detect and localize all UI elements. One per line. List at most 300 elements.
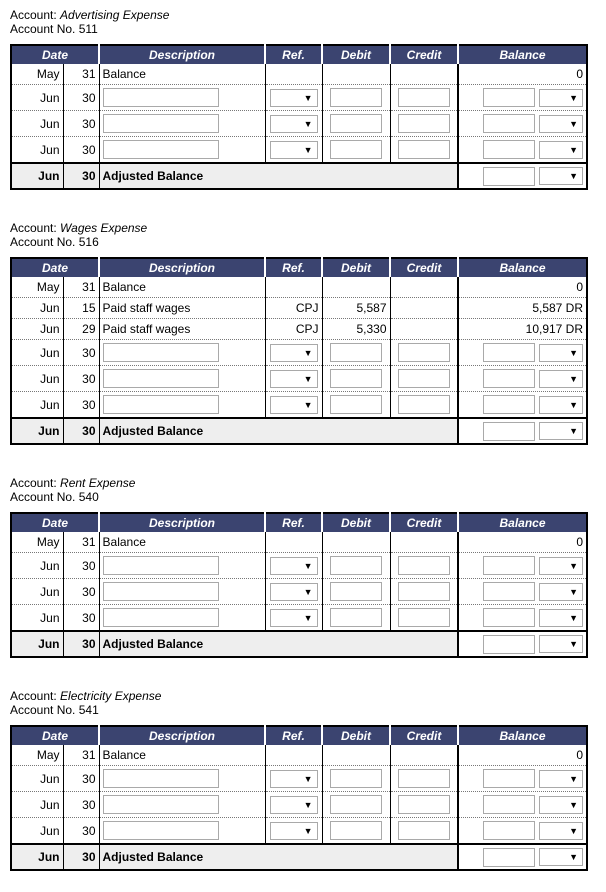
description-text: Balance	[99, 532, 265, 553]
credit-cell	[390, 137, 458, 164]
debit-cell	[322, 532, 390, 553]
account-label: Account:	[10, 221, 57, 235]
balance-input[interactable]	[483, 821, 535, 840]
table-row	[11, 277, 587, 298]
balance-cell	[458, 111, 587, 137]
adjusted-balance-label: Adjusted Balance	[99, 163, 458, 189]
entry-row	[11, 137, 587, 164]
date-month: May	[36, 535, 60, 549]
debit-cell	[322, 366, 390, 392]
date-month: Jun	[11, 792, 63, 818]
ref-select[interactable]	[270, 822, 318, 840]
balance-input[interactable]	[483, 343, 535, 362]
description-input[interactable]	[103, 88, 219, 107]
credit-input[interactable]	[398, 821, 450, 840]
description-input[interactable]	[103, 582, 219, 601]
chevron-down-icon: ▼	[569, 144, 579, 155]
description-input[interactable]	[103, 608, 219, 627]
balance-input[interactable]	[483, 369, 535, 388]
header-debit: Debit	[322, 45, 390, 64]
adjusted-side-select[interactable]	[539, 635, 583, 653]
ref-cell	[265, 605, 322, 632]
ref-cell	[265, 137, 322, 164]
balance-cell	[458, 605, 587, 632]
balance-cell	[458, 137, 587, 164]
chevron-down-icon: ▼	[569, 426, 579, 436]
ledger-account-540	[10, 476, 586, 658]
date-day: 30	[63, 766, 99, 792]
date-day: 15	[63, 298, 99, 319]
header-debit: Debit	[322, 258, 390, 277]
debit-input[interactable]	[330, 582, 382, 601]
balance-side-select[interactable]	[539, 115, 583, 133]
account-label: Account:	[10, 689, 57, 703]
ref-select[interactable]	[270, 583, 318, 601]
balance-side-select[interactable]	[539, 344, 583, 362]
header-description: Description	[99, 258, 265, 277]
balance-cell	[458, 844, 587, 870]
header-balance: Balance	[458, 726, 587, 745]
header-date: Date	[11, 726, 99, 745]
date-day: 30	[63, 366, 99, 392]
date-month: Jun	[11, 553, 63, 579]
date-month: Jun	[11, 418, 63, 444]
header-balance: Balance	[458, 513, 587, 532]
date-month: Jun	[11, 111, 63, 137]
account-number-label: Account No.	[10, 235, 76, 249]
date-month: Jun	[11, 319, 63, 340]
debit-input[interactable]	[330, 795, 382, 814]
chevron-down-icon: ▼	[569, 399, 579, 410]
date-month: Jun	[11, 366, 63, 392]
credit-cell	[390, 579, 458, 605]
balance-input[interactable]	[483, 88, 535, 107]
credit-cell	[390, 298, 458, 319]
adjusted-balance-label: Adjusted Balance	[99, 418, 458, 444]
date-month: Jun	[11, 844, 63, 870]
ref-select[interactable]	[270, 89, 318, 107]
description-cell	[99, 340, 265, 366]
entry-row	[11, 766, 587, 792]
credit-cell	[390, 532, 458, 553]
table-row	[11, 298, 587, 319]
header-ref: Ref.	[265, 726, 322, 745]
balance-value: 5,587 DR	[458, 298, 587, 319]
chevron-down-icon: ▼	[569, 373, 579, 384]
chevron-down-icon: ▼	[303, 560, 313, 571]
ref-cell	[265, 392, 322, 419]
date-day: 30	[63, 163, 99, 189]
chevron-down-icon: ▼	[569, 586, 579, 597]
credit-input[interactable]	[398, 369, 450, 388]
debit-cell	[322, 792, 390, 818]
credit-input[interactable]	[398, 140, 450, 159]
debit-input[interactable]	[330, 821, 382, 840]
balance-input[interactable]	[483, 556, 535, 575]
table-row	[11, 745, 587, 766]
date-month: May	[36, 67, 60, 81]
ref-cell	[265, 579, 322, 605]
chevron-down-icon: ▼	[303, 347, 313, 358]
description-cell	[99, 366, 265, 392]
description-input[interactable]	[103, 114, 219, 133]
entry-row	[11, 85, 587, 111]
account-number: 540	[78, 490, 99, 504]
date-day: 30	[63, 605, 99, 632]
entry-row	[11, 340, 587, 366]
balance-value: 10,917 DR	[458, 319, 587, 340]
date-month: May	[36, 280, 60, 294]
debit-cell	[322, 818, 390, 845]
date-day: 30	[63, 418, 99, 444]
ref-cell	[265, 532, 322, 553]
ref-cell	[265, 766, 322, 792]
adjusted-balance-label: Adjusted Balance	[99, 844, 458, 870]
description-input[interactable]	[103, 395, 219, 414]
description-cell	[99, 605, 265, 632]
table-row	[11, 319, 587, 340]
debit-cell	[322, 579, 390, 605]
debit-cell	[322, 392, 390, 419]
entry-row	[11, 111, 587, 137]
balance-input[interactable]	[483, 608, 535, 627]
chevron-down-icon: ▼	[303, 144, 313, 155]
date-day: 30	[63, 818, 99, 845]
credit-input[interactable]	[398, 114, 450, 133]
chevron-down-icon: ▼	[569, 92, 579, 103]
balance-side-select[interactable]	[539, 822, 583, 840]
description-input[interactable]	[103, 556, 219, 575]
chevron-down-icon: ▼	[303, 92, 313, 103]
debit-cell	[322, 277, 390, 298]
credit-cell	[390, 64, 458, 85]
chevron-down-icon: ▼	[303, 825, 313, 836]
debit-input[interactable]	[330, 395, 382, 414]
description-text: Balance	[99, 745, 265, 766]
ref-select[interactable]	[270, 344, 318, 362]
description-input[interactable]	[103, 343, 219, 362]
date-month: Jun	[11, 605, 63, 632]
ledger-table	[10, 725, 588, 871]
debit-input[interactable]	[330, 769, 382, 788]
chevron-down-icon: ▼	[569, 612, 579, 623]
entry-row	[11, 792, 587, 818]
balance-cell	[458, 366, 587, 392]
adjusted-balance-row	[11, 418, 587, 444]
description-cell	[99, 579, 265, 605]
balance-value: 0	[458, 745, 587, 766]
description-input[interactable]	[103, 140, 219, 159]
account-number-label: Account No.	[10, 22, 76, 36]
description-cell	[99, 392, 265, 419]
credit-cell	[390, 277, 458, 298]
account-header	[10, 476, 586, 504]
credit-cell	[390, 111, 458, 137]
ref-select[interactable]	[270, 609, 318, 627]
balance-cell	[458, 631, 587, 657]
header-row	[11, 45, 587, 64]
header-row	[11, 513, 587, 532]
credit-cell	[390, 553, 458, 579]
credit-cell	[390, 319, 458, 340]
debit-input[interactable]	[330, 114, 382, 133]
entry-row	[11, 392, 587, 419]
balance-input[interactable]	[483, 114, 535, 133]
chevron-down-icon: ▼	[303, 399, 313, 410]
chevron-down-icon: ▼	[569, 118, 579, 129]
adjusted-side-select[interactable]	[539, 167, 583, 185]
date-day: 30	[63, 111, 99, 137]
description-input[interactable]	[103, 769, 219, 788]
date-day: 30	[63, 85, 99, 111]
ref-value: CPJ	[265, 298, 322, 319]
header-credit: Credit	[390, 513, 458, 532]
balance-cell	[458, 579, 587, 605]
debit-value: 5,587	[322, 298, 390, 319]
ref-select[interactable]	[270, 141, 318, 159]
chevron-down-icon: ▼	[569, 799, 579, 810]
header-credit: Credit	[390, 45, 458, 64]
balance-cell	[458, 818, 587, 845]
adjusted-balance-input[interactable]	[483, 848, 535, 867]
description-cell	[99, 85, 265, 111]
ref-select[interactable]	[270, 796, 318, 814]
header-debit: Debit	[322, 726, 390, 745]
description-text: Balance	[99, 277, 265, 298]
description-input[interactable]	[103, 369, 219, 388]
debit-input[interactable]	[330, 556, 382, 575]
date-day: 30	[63, 137, 99, 164]
account-name: Wages Expense	[60, 221, 148, 235]
balance-input[interactable]	[483, 582, 535, 601]
chevron-down-icon: ▼	[303, 373, 313, 384]
balance-cell	[458, 553, 587, 579]
ref-select[interactable]	[270, 557, 318, 575]
balance-side-select[interactable]	[539, 609, 583, 627]
entry-row	[11, 553, 587, 579]
account-header	[10, 689, 586, 717]
entry-row	[11, 605, 587, 632]
adjusted-balance-input[interactable]	[483, 422, 535, 441]
ref-select[interactable]	[270, 396, 318, 414]
debit-cell	[322, 745, 390, 766]
chevron-down-icon: ▼	[569, 347, 579, 358]
account-label: Account:	[10, 8, 57, 22]
debit-cell	[322, 85, 390, 111]
header-date: Date	[11, 45, 99, 64]
credit-cell	[390, 85, 458, 111]
adjusted-balance-label: Adjusted Balance	[99, 631, 458, 657]
chevron-down-icon: ▼	[303, 612, 313, 623]
adjusted-balance-row	[11, 163, 587, 189]
balance-cell	[458, 766, 587, 792]
credit-cell	[390, 792, 458, 818]
debit-input[interactable]	[330, 608, 382, 627]
entry-row	[11, 579, 587, 605]
description-cell	[99, 792, 265, 818]
entry-row	[11, 818, 587, 845]
ref-cell	[265, 85, 322, 111]
chevron-down-icon: ▼	[569, 171, 579, 181]
adjusted-balance-input[interactable]	[483, 635, 535, 654]
date-month: Jun	[11, 818, 63, 845]
date-month: Jun	[11, 579, 63, 605]
chevron-down-icon: ▼	[569, 560, 579, 571]
ledger-table	[10, 512, 588, 658]
balance-value: 0	[458, 277, 587, 298]
credit-input[interactable]	[398, 395, 450, 414]
debit-input[interactable]	[330, 369, 382, 388]
chevron-down-icon: ▼	[303, 799, 313, 810]
balance-side-select[interactable]	[539, 396, 583, 414]
header-balance: Balance	[458, 258, 587, 277]
adjusted-balance-row	[11, 631, 587, 657]
chevron-down-icon: ▼	[569, 825, 579, 836]
account-name: Rent Expense	[60, 476, 136, 490]
date-day: 30	[63, 579, 99, 605]
description-text: Paid staff wages	[99, 319, 265, 340]
balance-side-select[interactable]	[539, 89, 583, 107]
credit-input[interactable]	[398, 556, 450, 575]
ref-cell	[265, 818, 322, 845]
header-credit: Credit	[390, 258, 458, 277]
date-day: 31	[63, 277, 99, 298]
ledger-account-541	[10, 689, 586, 871]
debit-cell	[322, 605, 390, 632]
balance-side-select[interactable]	[539, 370, 583, 388]
debit-cell	[322, 137, 390, 164]
balance-value: 0	[458, 64, 587, 85]
credit-input[interactable]	[398, 769, 450, 788]
chevron-down-icon: ▼	[303, 773, 313, 784]
date-month: Jun	[11, 85, 63, 111]
credit-input[interactable]	[398, 795, 450, 814]
credit-input[interactable]	[398, 343, 450, 362]
chevron-down-icon: ▼	[303, 586, 313, 597]
description-text: Balance	[99, 64, 265, 85]
adjusted-balance-input[interactable]	[483, 167, 535, 186]
header-date: Date	[11, 258, 99, 277]
balance-side-select[interactable]	[539, 583, 583, 601]
date-month: Jun	[11, 340, 63, 366]
chevron-down-icon: ▼	[303, 118, 313, 129]
ledger-table	[10, 44, 588, 190]
credit-input[interactable]	[398, 88, 450, 107]
balance-side-select[interactable]	[539, 557, 583, 575]
ledger-table	[10, 257, 588, 445]
ref-select[interactable]	[270, 115, 318, 133]
ref-cell	[265, 553, 322, 579]
description-cell	[99, 818, 265, 845]
balance-cell	[458, 340, 587, 366]
credit-input[interactable]	[398, 608, 450, 627]
date-month: Jun	[11, 163, 63, 189]
header-ref: Ref.	[265, 258, 322, 277]
account-name: Advertising Expense	[60, 8, 170, 22]
header-description: Description	[99, 45, 265, 64]
header-date: Date	[11, 513, 99, 532]
ref-cell	[265, 64, 322, 85]
ref-cell	[265, 277, 322, 298]
debit-value: 5,330	[322, 319, 390, 340]
description-cell	[99, 137, 265, 164]
ref-cell	[265, 111, 322, 137]
balance-input[interactable]	[483, 140, 535, 159]
credit-cell	[390, 745, 458, 766]
date-day: 31	[63, 532, 99, 553]
balance-value: 0	[458, 532, 587, 553]
description-cell	[99, 111, 265, 137]
credit-input[interactable]	[398, 582, 450, 601]
header-description: Description	[99, 726, 265, 745]
credit-cell	[390, 766, 458, 792]
debit-input[interactable]	[330, 88, 382, 107]
adjusted-side-select[interactable]	[539, 422, 583, 440]
description-input[interactable]	[103, 821, 219, 840]
date-day: 29	[63, 319, 99, 340]
date-day: 30	[63, 340, 99, 366]
date-month: May	[36, 748, 60, 762]
chevron-down-icon: ▼	[569, 773, 579, 784]
chevron-down-icon: ▼	[569, 639, 579, 649]
debit-cell	[322, 64, 390, 85]
account-number-label: Account No.	[10, 490, 76, 504]
account-number: 541	[78, 703, 99, 717]
balance-input[interactable]	[483, 769, 535, 788]
debit-cell	[322, 111, 390, 137]
debit-input[interactable]	[330, 343, 382, 362]
header-row	[11, 258, 587, 277]
date-day: 30	[63, 392, 99, 419]
account-header	[10, 221, 586, 249]
date-day: 30	[63, 553, 99, 579]
adjusted-side-select[interactable]	[539, 848, 583, 866]
header-credit: Credit	[390, 726, 458, 745]
balance-cell	[458, 163, 587, 189]
balance-side-select[interactable]	[539, 770, 583, 788]
ref-cell	[265, 745, 322, 766]
date-month: Jun	[11, 631, 63, 657]
credit-cell	[390, 366, 458, 392]
balance-input[interactable]	[483, 395, 535, 414]
balance-side-select[interactable]	[539, 141, 583, 159]
account-label: Account:	[10, 476, 57, 490]
balance-cell	[458, 392, 587, 419]
credit-cell	[390, 340, 458, 366]
table-row	[11, 532, 587, 553]
date-day: 31	[63, 64, 99, 85]
date-day: 30	[63, 844, 99, 870]
date-day: 30	[63, 631, 99, 657]
header-ref: Ref.	[265, 45, 322, 64]
header-ref: Ref.	[265, 513, 322, 532]
balance-input[interactable]	[483, 795, 535, 814]
ledger-account-516	[10, 221, 586, 445]
balance-side-select[interactable]	[539, 796, 583, 814]
ref-value: CPJ	[265, 319, 322, 340]
ref-select[interactable]	[270, 770, 318, 788]
description-input[interactable]	[103, 795, 219, 814]
header-debit: Debit	[322, 513, 390, 532]
debit-cell	[322, 340, 390, 366]
description-cell	[99, 553, 265, 579]
ref-select[interactable]	[270, 370, 318, 388]
debit-input[interactable]	[330, 140, 382, 159]
date-month: Jun	[11, 766, 63, 792]
credit-cell	[390, 818, 458, 845]
date-month: Jun	[11, 392, 63, 419]
balance-cell	[458, 792, 587, 818]
